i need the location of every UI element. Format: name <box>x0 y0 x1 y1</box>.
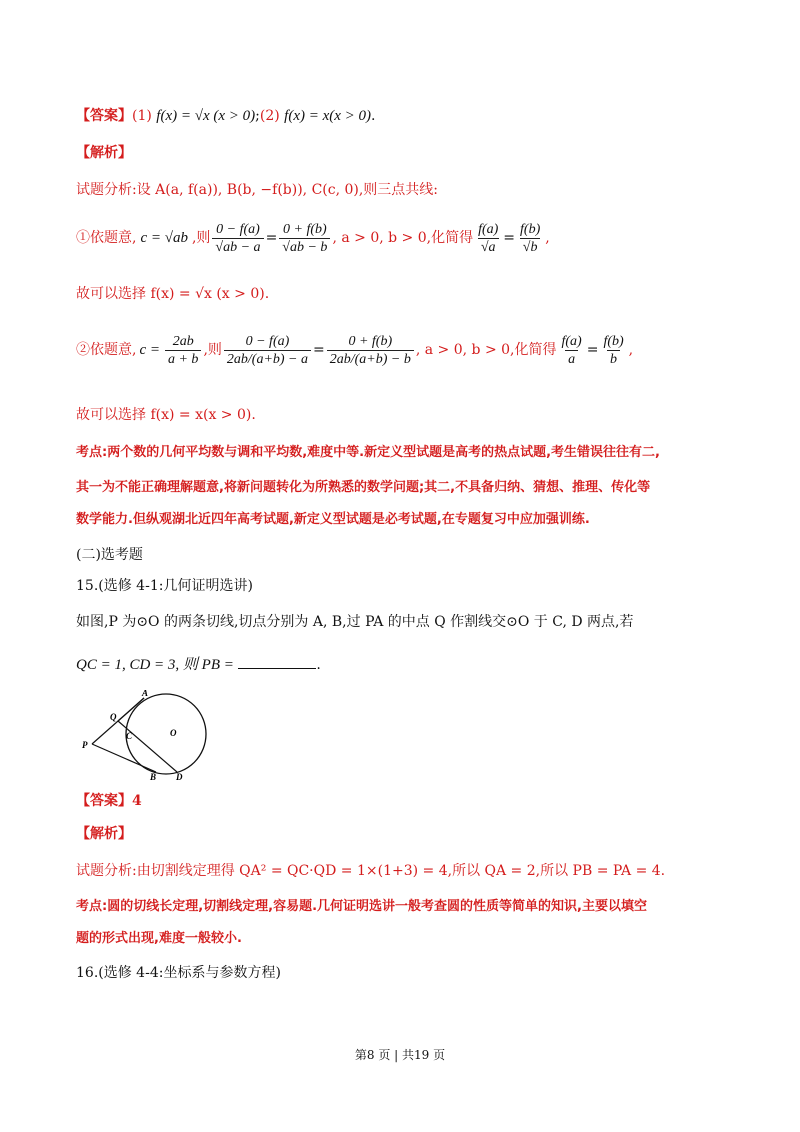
label-o: O <box>170 728 177 738</box>
case-2-equals: = <box>313 342 325 358</box>
case-1-line <box>76 218 550 258</box>
case-2-then: ,则 <box>203 342 222 358</box>
answer-part-1-label: (1) <box>132 108 152 124</box>
secant-qd <box>118 721 177 772</box>
analysis-intro: 试题分析:设 A(a, f(a)), B(b, −f(b)), C(c, 0),则三点共线: <box>76 182 439 198</box>
case-1-condition: , a > 0, b > 0,化简得 <box>332 230 474 246</box>
choose-2: 故可以选择 f(x) = x(x > 0). <box>76 407 256 423</box>
case-2-prefix: ②依题意, <box>76 342 137 358</box>
case-1-fraction-1: $\frac{0 - f(a)}{√ab - a}$ <box>212 221 263 256</box>
analysis-2-line: 试题分析:由切割线定理得 QA² = QC·QD = 1×(1+3) = 4,所以 QA = 2,所以 PB = PA = 4. <box>76 863 666 879</box>
case-1-prefix: ①依题意, <box>76 230 137 246</box>
q15-stem-line-2 <box>76 654 321 675</box>
segment-qa <box>118 698 144 721</box>
answer-end: . <box>371 108 376 124</box>
kaodian-2-line-1: 考点:圆的切线长定理,切割线定理,容易题.几何证明选讲一般考查圆的性质等简单的知识,主要以填空 <box>76 899 647 914</box>
label-c: C <box>126 731 133 741</box>
case-2-c-fraction: $\frac{2ab}{a + b}$ <box>165 333 201 368</box>
label-a: A <box>142 690 149 698</box>
case-2-fraction-2: $\frac{0 + f(b)}{2ab/(a+b) - b}$ <box>327 333 414 368</box>
case-2-condition: , a > 0, b > 0,化简得 <box>415 342 557 358</box>
choose-1: 故可以选择 f(x) = √x (x > 0). <box>76 286 270 302</box>
case-2-fraction-1: $\frac{0 - f(a)}{2ab/(a+b) - a}$ <box>224 333 311 368</box>
case-1-fraction-4: $\frac{f(b)}{√b}$ <box>520 221 541 255</box>
answer-formula-2: f(x) = x(x > 0) <box>284 108 372 124</box>
geometry-figure <box>80 690 220 780</box>
analysis-tag-1: 【解析】 <box>76 145 132 161</box>
kaodian-1-line-3: 数学能力.但纵观湖北近四年高考试题,新定义型试题是必考试题,在专题复习中应加强训练. <box>76 512 590 527</box>
answer-tag-2: 【答案】 <box>76 793 132 809</box>
kaodian-1-line-1: 考点:两个数的几何平均数与调和平均数,难度中等.新定义型试题是高考的热点试题,考生错误往往有二, <box>76 445 660 460</box>
q16-title: 16.(选修 4-4:坐标系与参数方程) <box>76 965 281 981</box>
answer-line-1 <box>76 106 376 126</box>
answer-blank <box>238 654 316 669</box>
answer-separator: ; <box>255 108 260 124</box>
case-1-c: c = √ab <box>140 230 188 246</box>
kaodian-1-line-2: 其一为不能正确理解题意,将新问题转化为所熟悉的数学问题;其二,不具备归纳、猜想、推理、传化等 <box>76 480 651 495</box>
kaodian-2-line-2: 题的形式出现,难度一般较小. <box>76 931 242 946</box>
case-2-c: c = <box>139 342 160 358</box>
label-p: P <box>82 740 88 750</box>
answer-value-2: 4 <box>132 793 142 809</box>
case-1-then: ,则 <box>191 230 211 246</box>
q15-stem-end: . <box>316 657 321 673</box>
section-heading: (二)选考题 <box>76 547 143 563</box>
answer-tag: 【答案】 <box>76 108 132 124</box>
q15-stem-line-1: 如图,P 为⊙O 的两条切线,切点分别为 A, B,过 PA 的中点 Q 作割线交⊙O 于 C, D 两点,若 <box>76 614 634 630</box>
case-2-fraction-3: $\frac{f(a)}{a}$ <box>561 333 582 367</box>
label-q: Q <box>110 712 117 722</box>
q15-stem-condition: QC = 1, CD = 3, 则 PB = <box>76 657 234 673</box>
answer-formula-1: f(x) = √x (x > 0) <box>156 108 256 124</box>
tangent-pb <box>92 744 156 772</box>
case-1-equals: = <box>265 230 278 246</box>
answer-part-2-label: (2) <box>259 108 280 124</box>
analysis-tag-2: 【解析】 <box>76 826 132 842</box>
label-d: D <box>176 772 183 780</box>
label-b: B <box>150 772 157 780</box>
page-footer: 第8 页 | 共19 页 <box>354 1048 446 1062</box>
case-1-fraction-2: $\frac{0 + f(b)}{√ab - b}$ <box>279 221 330 256</box>
case-2-line <box>76 322 633 378</box>
case-1-end: , <box>545 230 550 246</box>
case-1-equals-2: = <box>503 230 516 246</box>
answer-line-2 <box>76 791 142 811</box>
case-2-end: , <box>628 342 634 358</box>
case-2-fraction-4: $\frac{f(b)}{b}$ <box>603 333 624 367</box>
q15-title: 15.(选修 4-1:几何证明选讲) <box>76 578 253 594</box>
case-2-equals-2: = <box>586 342 599 358</box>
case-1-fraction-3: $\frac{f(a)}{√a}$ <box>478 221 499 255</box>
